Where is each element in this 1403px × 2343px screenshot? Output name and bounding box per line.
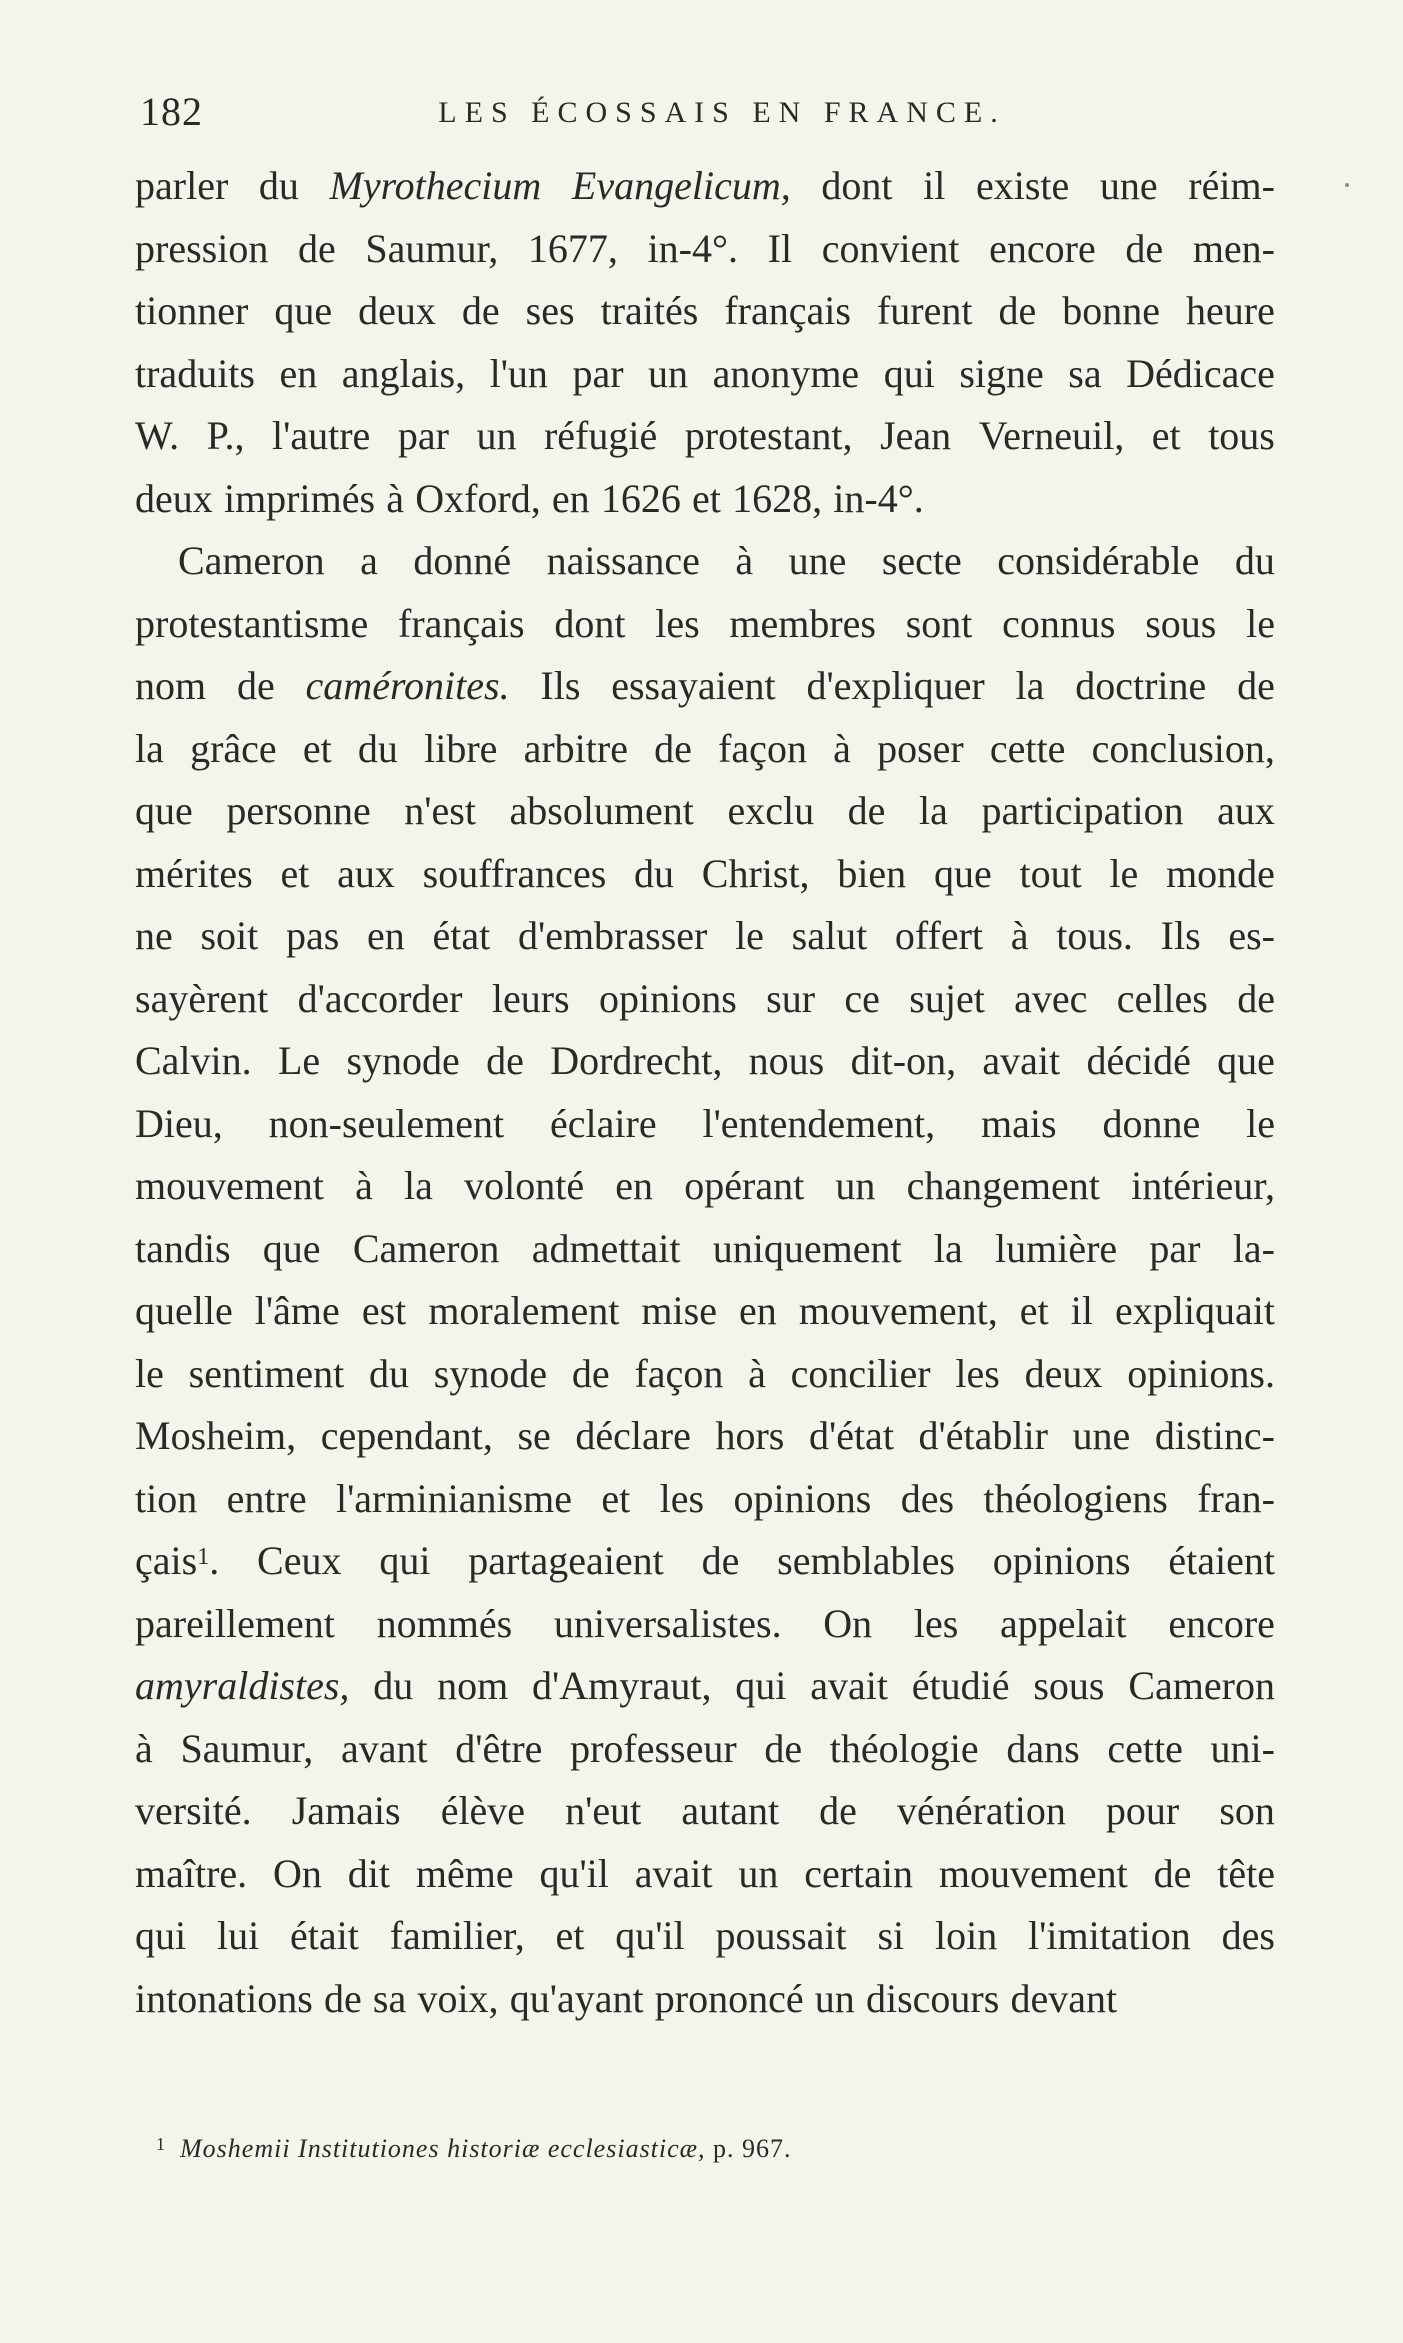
text-line: pression de Saumur, 1677, in-4°. Il convient encore de men- <box>135 225 1275 271</box>
footnote-title: Moshemii Institutiones historiæ ecclesiasticæ, <box>180 2134 706 2163</box>
text-line: pareillement nommés universalistes. On les appelait encore <box>135 1600 1275 1646</box>
text-line: nom de caméronites. Ils essayaient d'expliquer la doctrine de <box>135 663 1275 708</box>
text-line: tion entre l'arminianisme et les opinions des théologiens fran- <box>135 1475 1275 1521</box>
text-line: Mosheim, cependant, se déclare hors d'état d'établir une distinc- <box>135 1413 1275 1458</box>
footnote <box>156 2134 1056 2164</box>
text-line: mérites et aux souffrances du Christ, bien que tout le monde <box>135 850 1275 896</box>
text-line: çais$^1$. Ceux qui partageaient de semblables opinions étaient <box>135 1538 1275 1583</box>
body-text <box>135 155 1275 2030</box>
page-header <box>132 88 1272 158</box>
text-line: intonations de sa voix, qu'ayant prononcé un discours devant <box>135 1975 1118 2021</box>
running-title: LES ÉCOSSAIS EN FRANCE. <box>438 96 1006 129</box>
text-line: tionner que deux de ses traités français furent de bonne heure <box>135 288 1275 333</box>
text-line: Dieu, non-seulement éclaire l'entendement, mais donne le <box>135 1100 1275 1146</box>
text-line: ne soit pas en état d'embrasser le salut offert à tous. Ils es- <box>135 913 1275 958</box>
text-line: le sentiment du synode de façon à concilier les deux opinions. <box>135 1350 1275 1396</box>
text-line: Cameron a donné naissance à une secte considérable du <box>178 538 1275 583</box>
text-line: quelle l'âme est moralement mise en mouvement, et il expliquait <box>135 1288 1275 1333</box>
text-line: tandis que Cameron admettait uniquement la lumière par la- <box>135 1225 1275 1271</box>
text-line: amyraldistes, du nom d'Amyraut, qui avait étudié sous Cameron <box>135 1663 1275 1708</box>
text-line: W. P., l'autre par un réfugié protestant, Jean Verneuil, et tous <box>135 413 1275 458</box>
text-line: deux imprimés à Oxford, en 1626 et 1628, in-4°. <box>135 475 924 521</box>
text-line: à Saumur, avant d'être professeur de théologie dans cette uni- <box>135 1725 1275 1771</box>
text-line: versité. Jamais élève n'eut autant de vénération pour son <box>135 1788 1275 1833</box>
page-number: 182 <box>140 89 203 134</box>
text-line: sayèrent d'accorder leurs opinions sur ce sujet avec celles de <box>135 975 1275 1021</box>
text-line: parler du Myrothecium Evangelicum, dont il existe une réim- <box>135 163 1275 208</box>
footnote-mark: 1 <box>156 2134 166 2154</box>
text-line: maître. On dit même qu'il avait un certain mouvement de tête <box>135 1850 1275 1896</box>
text-line: qui lui était familier, et qu'il poussait si loin l'imitation des <box>135 1913 1275 1958</box>
text-line: Calvin. Le synode de Dordrecht, nous dit-on, avait décidé que <box>135 1038 1275 1083</box>
text-line: que personne n'est absolument exclu de la participation aux <box>135 788 1275 833</box>
text-line: protestantisme français dont les membres sont connus sous le <box>135 600 1275 646</box>
text-line: la grâce et du libre arbitre de façon à poser cette conclusion, <box>135 725 1275 771</box>
text-line: traduits en anglais, l'un par un anonyme qui signe sa Dédicace <box>135 350 1275 396</box>
text-line: mouvement à la volonté en opérant un changement intérieur, <box>135 1163 1275 1208</box>
footnote-page: p. 967. <box>705 2134 792 2163</box>
paper-speck <box>1345 183 1349 187</box>
